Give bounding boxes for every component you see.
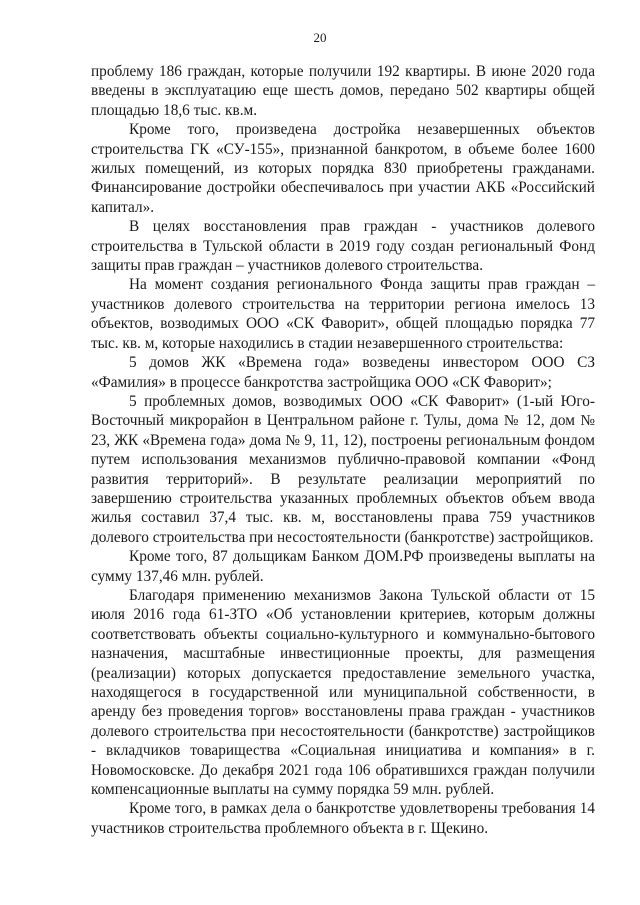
paragraph: 5 проблемных домов, возводимых ООО «СК Фаворит» (1-ый Юго-Восточный микрорайон в Центральном районе г. Тулы, дома № 12, дом № 23, ЖК «Времена года» дома № 9, 11, 12), построены региональным фондом путем использования механизмов публично-правовой компании «Фонд развития территорий». В результате реализации мероприятий по завершению строительства указанных проблемных объектов объем ввода жилья составил 37,4 тыс. кв. м, восстановлены права 759 участников долевого строительства при несостоятельности (банкротстве) застройщиков. [91,392,595,546]
paragraph: В целях восстановления прав граждан - участников долевого строительства в Тульской области в 2019 году создан региональный Фонд защиты прав граждан – участников долевого строительства. [91,218,595,275]
paragraph: Кроме того, в рамках дела о банкротстве удовлетворены требования 14 участников строительства проблемного объекта в г. Щекино. [91,800,595,837]
document-body [91,62,595,838]
paragraph: Кроме того, произведена достройка незавершенных объектов строительства ГК «СУ-155», признанной банкротом, в объеме более 1600 жилых помещений, из которых порядка 830 приобретены гражданами. Финансирование достройки обеспечивалось при участии АКБ «Российский капитал». [91,121,595,216]
paragraph: 5 домов ЖК «Времена года» возведены инвестором ООО СЗ «Фамилия» в процессе банкротства застройщика ООО «СК Фаворит»; [91,354,595,391]
page-number: 20 [313,30,327,45]
paragraph: проблему 186 граждан, которые получили 192 квартиры. В июне 2020 года введены в эксплуатацию еще шесть домов, передано 502 квартиры общей площадью 18,6 тыс. кв.м. [91,63,595,119]
paragraph: Кроме того, 87 дольщикам Банком ДОМ.РФ произведены выплаты на сумму 137,46 млн. рублей. [91,548,595,585]
paragraph: Благодаря применению механизмов Закона Тульской области от 15 июля 2016 года 61-ЗТО «Об установлении критериев, которым должны соответствовать объекты социально-культурного и коммунально-бытового назначения, масштабные инвестиционные проекты, для размещения (реализации) которых допускается предоставление земельного участка, находящегося в государственной или муниципальной собственности, в аренду без проведения торгов» восстановлены права граждан - участников долевого строительства при несостоятельности (банкротстве) застройщиков - вкладчиков товарищества «Социальная инициатива и компания» в г. Новомосковске. До декабря 2021 года 106 обратившихся граждан получили компенсационные выплаты на сумму порядка 59 млн. рублей. [91,586,595,799]
paragraph: На момент создания регионального Фонда защиты прав граждан – участников долевого строительства на территории региона имелось 13 объектов, возводимых ООО «СК Фаворит», общей площадью порядка 77 тыс. кв. м, которые находились в стадии незавершенного строительства: [91,276,595,352]
